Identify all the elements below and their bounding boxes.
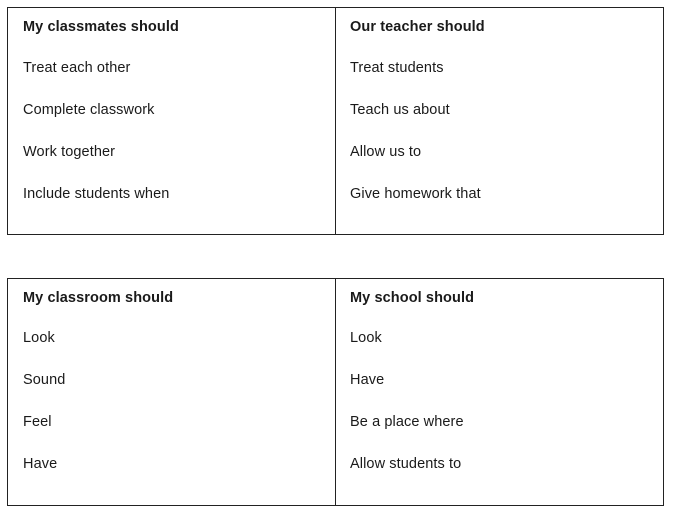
classroom-cell <box>8 279 336 505</box>
classroom-prompt: Sound <box>23 372 66 388</box>
school-prompt: Have <box>350 372 385 388</box>
teacher-prompt: Give homework that <box>350 186 481 202</box>
classroom-heading: My classroom should <box>23 290 174 306</box>
classroom-prompt: Feel <box>23 414 52 430</box>
teacher-prompt: Teach us about <box>350 102 450 118</box>
classmates-prompt: Treat each other <box>23 60 131 76</box>
classroom-prompt: Look <box>23 330 55 346</box>
teacher-prompt: Treat students <box>350 60 444 76</box>
classmates-prompt: Complete classwork <box>23 102 155 118</box>
classroom-school-table <box>7 278 664 506</box>
classmates-prompt: Work together <box>23 144 116 160</box>
classmates-heading: My classmates should <box>23 19 179 35</box>
teacher-heading: Our teacher should <box>350 19 485 35</box>
teacher-prompt: Allow us to <box>350 144 422 160</box>
school-cell <box>336 279 663 505</box>
school-prompt: Be a place where <box>350 414 464 430</box>
school-prompt: Allow students to <box>350 456 462 472</box>
teacher-cell <box>336 8 663 234</box>
classroom-prompt: Have <box>23 456 58 472</box>
school-heading: My school should <box>350 290 475 306</box>
school-prompt: Look <box>350 330 382 346</box>
classmates-cell <box>8 8 336 234</box>
classmates-teacher-table <box>7 7 664 235</box>
classmates-prompt: Include students when <box>23 186 170 202</box>
